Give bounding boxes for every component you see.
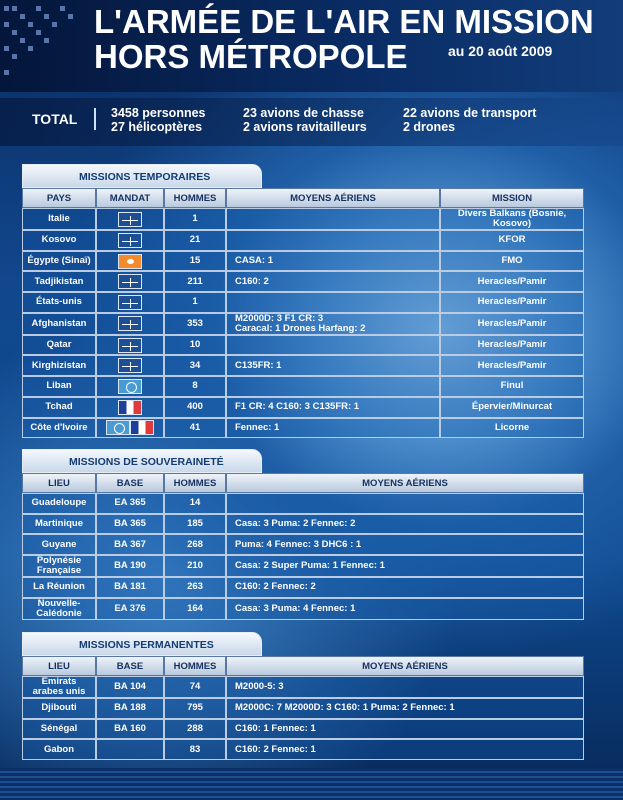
table-row	[22, 534, 584, 555]
table-cell: Guyane	[22, 534, 96, 555]
cell-line: M2000D: 3 F1 CR: 3	[235, 312, 324, 324]
table-row	[22, 577, 584, 598]
table-row	[22, 208, 584, 230]
table-cell: 21	[164, 230, 226, 251]
table-row	[22, 313, 584, 335]
table-cell: Côte d'Ivoire	[22, 418, 96, 439]
table-cell	[96, 418, 164, 439]
total-column-1: 3458 personnes 27 hélicoptères	[111, 106, 206, 134]
col-header-moyens: MOYENS AÉRIENS	[226, 188, 440, 208]
table-cell: M2000C: 7 M2000D: 3 C160: 1 Puma: 2 Fennec: 1	[226, 698, 584, 719]
temporaires-table	[22, 188, 584, 438]
table-cell: Gabon	[22, 739, 96, 760]
nato-flag-icon	[118, 316, 142, 331]
table-cell: Italie	[22, 208, 96, 230]
col-header-pays: PAYS	[22, 188, 96, 208]
table-cell: C160: 1 Fennec: 1	[226, 719, 584, 740]
col-header-hommes: HOMMES	[164, 656, 226, 676]
table-cell: 795	[164, 698, 226, 719]
table-cell	[96, 397, 164, 418]
table-cell	[226, 313, 440, 335]
table-cell: Djibouti	[22, 698, 96, 719]
mfo-flag-icon	[118, 254, 142, 269]
table-cell: CASA: 1	[226, 251, 440, 272]
table-cell: Liban	[22, 376, 96, 397]
table-cell: BA 367	[96, 534, 164, 555]
col-header-mission: MISSION	[440, 188, 584, 208]
table-cell: Puma: 4 Fennec: 3 DHC6 : 1	[226, 534, 584, 555]
table-cell: 211	[164, 271, 226, 292]
table-cell	[96, 292, 164, 313]
table-cell: M2000-5: 3	[226, 676, 584, 698]
table-row	[22, 397, 584, 418]
table-cell: Tadjikistan	[22, 271, 96, 292]
col-header-moyens: MOYENS AÉRIENS	[226, 656, 584, 676]
table-cell: Fennec: 1	[226, 418, 440, 439]
table-cell: Kirghizistan	[22, 355, 96, 376]
table-cell: 83	[164, 739, 226, 760]
un-flag-icon	[118, 379, 142, 394]
table-row	[22, 598, 584, 620]
table-cell: États-unis	[22, 292, 96, 313]
table-cell	[96, 251, 164, 272]
table-cell: 210	[164, 555, 226, 577]
table-cell: Qatar	[22, 335, 96, 356]
table-cell: 15	[164, 251, 226, 272]
col-header-moyens: MOYENS AÉRIENS	[226, 473, 584, 493]
table-row	[22, 335, 584, 356]
table-cell: 1	[164, 208, 226, 230]
table-cell: Émirats arabes unis	[22, 676, 96, 698]
table-cell: Licorne	[440, 418, 584, 439]
table-cell: 164	[164, 598, 226, 620]
page-title: L'ARMÉE DE L'AIR EN MISSION HORS MÉTROPOLE	[94, 3, 594, 75]
france-flag-icon	[118, 400, 142, 415]
table-cell	[96, 230, 164, 251]
table-row	[22, 698, 584, 719]
table-cell: Finul	[440, 376, 584, 397]
table-row	[22, 271, 584, 292]
table-row	[22, 514, 584, 535]
col-header-hommes: HOMMES	[164, 188, 226, 208]
table-cell: Kosovo	[22, 230, 96, 251]
table-cell: FMO	[440, 251, 584, 272]
table-cell	[226, 335, 440, 356]
nato-flag-icon	[118, 212, 142, 227]
table-cell: Casa: 3 Puma: 4 Fennec: 1	[226, 598, 584, 620]
section-title: MISSIONS DE SOUVERAINETÉ	[22, 449, 262, 473]
date-label: au 20 août 2009	[448, 43, 553, 59]
col-header-mandat: MANDAT	[96, 188, 164, 208]
total-label: TOTAL	[32, 111, 78, 127]
table-cell	[226, 230, 440, 251]
table-cell: BA 188	[96, 698, 164, 719]
table-cell: 8	[164, 376, 226, 397]
table-cell: 288	[164, 719, 226, 740]
table-cell: 14	[164, 493, 226, 514]
table-cell: Égypte (Sinaï)	[22, 251, 96, 272]
table-cell: C160: 2 Fennec: 1	[226, 739, 584, 760]
nato-flag-icon	[118, 295, 142, 310]
table-cell	[226, 208, 440, 230]
table-cell: C160: 2 Fennec: 2	[226, 577, 584, 598]
table-cell: F1 CR: 4 C160: 3 C135FR: 1	[226, 397, 440, 418]
table-cell: 353	[164, 313, 226, 335]
table-cell: Martinique	[22, 514, 96, 535]
table-row	[22, 493, 584, 514]
table-cell	[96, 355, 164, 376]
table-row	[22, 355, 584, 376]
table-cell: 185	[164, 514, 226, 535]
table-cell: Polynésie Française	[22, 555, 96, 577]
table-row	[22, 230, 584, 251]
total-divider	[94, 108, 96, 130]
bottom-stripes-decoration	[0, 768, 623, 800]
souverainete-table	[22, 473, 584, 620]
table-cell	[96, 376, 164, 397]
table-cell	[96, 335, 164, 356]
total-column-3: 22 avions de transport 2 drones	[403, 106, 537, 134]
table-cell: BA 365	[96, 514, 164, 535]
cell-line: Caracal: 1 Drones Harfang: 2	[235, 322, 366, 334]
table-cell: Sénégal	[22, 719, 96, 740]
table-cell: KFOR	[440, 230, 584, 251]
permanentes-table	[22, 656, 584, 760]
table-cell: 1	[164, 292, 226, 313]
table-cell: Guadeloupe	[22, 493, 96, 514]
table-cell: Afghanistan	[22, 313, 96, 335]
table-cell: EA 376	[96, 598, 164, 620]
table-cell: Casa: 3 Puma: 2 Fennec: 2	[226, 514, 584, 535]
table-cell: Heracles/Pamir	[440, 313, 584, 335]
table-cell: Heracles/Pamir	[440, 355, 584, 376]
col-header-base: BASE	[96, 656, 164, 676]
un-flag-icon	[106, 420, 130, 435]
header-band	[0, 0, 623, 92]
nato-flag-icon	[118, 338, 142, 353]
table-cell: 263	[164, 577, 226, 598]
section-title: MISSIONS PERMANENTES	[22, 632, 262, 656]
table-cell: BA 160	[96, 719, 164, 740]
table-cell: 10	[164, 335, 226, 356]
col-header-lieu: LIEU	[22, 473, 96, 493]
col-header-lieu: LIEU	[22, 656, 96, 676]
nato-flag-icon	[118, 233, 142, 248]
table-cell	[226, 493, 584, 514]
table-cell	[96, 313, 164, 335]
table-cell: 400	[164, 397, 226, 418]
table-cell: 41	[164, 418, 226, 439]
france-flag-icon	[130, 420, 154, 435]
table-cell: Heracles/Pamir	[440, 292, 584, 313]
section-title: MISSIONS TEMPORAIRES	[22, 164, 262, 188]
table-cell	[96, 208, 164, 230]
table-cell: C160: 2	[226, 271, 440, 292]
table-cell: La Réunion	[22, 577, 96, 598]
table-cell: Tchad	[22, 397, 96, 418]
table-cell: BA 104	[96, 676, 164, 698]
table-cell: C135FR: 1	[226, 355, 440, 376]
table-cell: Casa: 2 Super Puma: 1 Fennec: 1	[226, 555, 584, 577]
table-row	[22, 676, 584, 698]
col-header-base: BASE	[96, 473, 164, 493]
total-column-2: 23 avions de chasse 2 avions ravitailleurs	[243, 106, 367, 134]
table-cell: 268	[164, 534, 226, 555]
nato-flag-icon	[118, 274, 142, 289]
table-row	[22, 555, 584, 577]
table-row	[22, 418, 584, 439]
pixel-pattern-decoration	[0, 0, 95, 92]
table-cell: 74	[164, 676, 226, 698]
table-cell	[226, 292, 440, 313]
table-row	[22, 719, 584, 740]
table-cell: Heracles/Pamir	[440, 271, 584, 292]
table-cell: EA 365	[96, 493, 164, 514]
table-row	[22, 739, 584, 760]
table-cell	[96, 739, 164, 760]
table-cell: Nouvelle-Calédonie	[22, 598, 96, 620]
table-cell	[226, 376, 440, 397]
table-cell: BA 181	[96, 577, 164, 598]
table-cell	[96, 271, 164, 292]
table-cell: Épervier/Minurcat	[440, 397, 584, 418]
nato-flag-icon	[118, 358, 142, 373]
table-cell: Heracles/Pamir	[440, 335, 584, 356]
table-row	[22, 251, 584, 272]
table-cell: Divers Balkans (Bosnie, Kosovo)	[440, 208, 584, 230]
table-cell: 34	[164, 355, 226, 376]
table-row	[22, 376, 584, 397]
table-cell: BA 190	[96, 555, 164, 577]
col-header-hommes: HOMMES	[164, 473, 226, 493]
table-row	[22, 292, 584, 313]
